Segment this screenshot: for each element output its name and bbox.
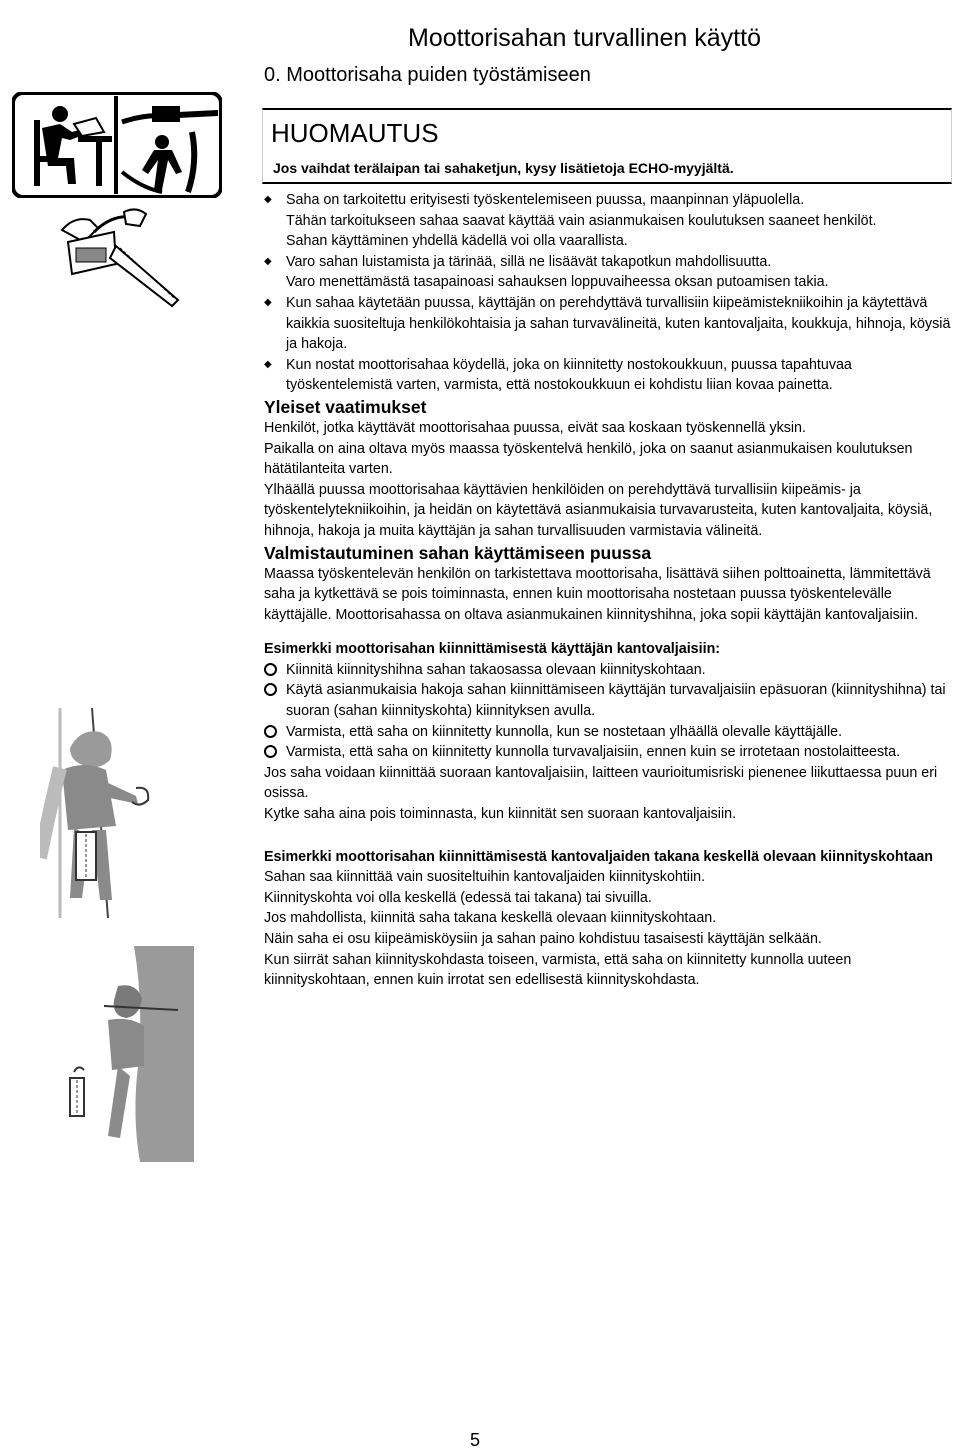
- circle-bullet-icon: [264, 745, 277, 758]
- section-title: 0. Moottorisaha puiden työstämiseen: [264, 64, 591, 86]
- paragraph: Maassa työskentelevän henkilön on tarkistettava moottorisaha, lisättävä siihen polttoainetta, lämmitettävä saha ja kytkettävä se pois toiminnasta, ennen kuin moottorisaha nostetaan puussa työskentelevälle käyttäjälle. Moottorisahassa on oltava asianmukainen kiinnityshihna, joka sopii käyttäjän kantovaljaisiin.: [264, 565, 931, 623]
- list-item-text: Kiinnitä kiinnityshihna sahan takaosassa olevaan kiinnityskohtaan.: [286, 661, 706, 678]
- paragraph: Ylhäällä puussa moottorisahaa käyttävien henkilöiden on perehdyttävä turvallisiin kiipeämis- ja työskentelytekniikoihin, ja heidän on käytettävä asianmukaisia turvavarusteita, kuten kantovaljaita, köysiä, hihnoja, hakoja ja muita käyttäjän ja sahan turvallisuuden varmistavia välineitä.: [264, 481, 933, 539]
- paragraph: Jos saha voidaan kiinnittää suoraan kantovaljaisiin, laitteen vaurioitumisriski pienenee liikuttaessa puun eri osissa.: [264, 764, 938, 802]
- section-heading: Yleiset vaatimukset: [264, 396, 427, 417]
- subsection-heading: Esimerkki moottorisahan kiinnittämisestä kantovaljaiden takana keskellä olevaan kiinnityskohtaan: [264, 848, 934, 865]
- paragraph: Paikalla on aina oltava myös maassa työskentelvä henkilö, joka on saanut asianmukaisen koulutuksen hätätilanteita varten.: [264, 440, 913, 478]
- list-item: [264, 722, 960, 743]
- bullet-item: [264, 293, 960, 355]
- paragraph: Jos mahdollista, kiinnitä saha takana keskellä olevaan kiinnityskohtaan.: [264, 910, 717, 927]
- bullet-line: Tähän tarkoitukseen sahaa saavat käyttää vain asianmukaisen koulutuksen saaneet henkilöt.: [286, 212, 877, 229]
- diamond-bullet-icon: ◆: [264, 358, 272, 370]
- bullet-item: [264, 355, 960, 396]
- tree-climber-illustration: [40, 708, 190, 918]
- diamond-bullet-icon: ◆: [264, 194, 272, 205]
- bullet-line: Varo menettämästä tasapainoasi sahauksen loppuvaiheessa oksan putoamisen takia.: [286, 274, 829, 291]
- list-item-text: Varmista, että saha on kiinnitetty kunnolla turvavaljaisiin, ennen kuin se irrotetaan nostolaitteesta.: [286, 744, 901, 761]
- diamond-bullet-icon: ◆: [264, 296, 272, 308]
- paragraph: Kytke saha aina pois toiminnasta, kun kiinnität sen suoraan kantovaljaisiin.: [264, 806, 737, 823]
- circle-bullet-icon: [264, 683, 277, 696]
- bullet-item: [264, 190, 960, 252]
- list-item-text: Varmista, että saha on kiinnitetty kunnolla, kun se nostetaan ylhäällä olevalle käyttäjälle.: [286, 723, 843, 740]
- circle-bullet-icon: [264, 725, 277, 738]
- circle-bullet-icon: [264, 663, 277, 676]
- paragraph: Kun siirrät sahan kiinnityskohdasta toiseen, varmista, että saha on kiinnitetty kunnolla uuteen kiinnityskohtaan, ennen kuin irrotat sen edellisestä kiinnityskohdasta.: [264, 951, 852, 989]
- section-heading: Valmistautuminen sahan käyttämiseen puussa: [264, 542, 652, 563]
- list-item: [264, 742, 960, 763]
- list-item: [264, 660, 960, 681]
- diamond-bullet-icon: ◆: [264, 255, 272, 267]
- paragraph: Kiinnityskohta voi olla keskellä (edessä tai takana) tai sivuilla.: [264, 889, 652, 906]
- one-hand-chainsaw-illustration: [54, 202, 184, 312]
- bullet-line: Sahan käyttäminen yhdellä kädellä voi olla vaarallista.: [286, 233, 628, 250]
- read-manual-pictogram-icon: [12, 92, 222, 198]
- bullet-line: Varo sahan luistamista ja tärinää, sillä ne lisäävät takapotkun mahdollisuutta.: [286, 253, 772, 270]
- bullet-item: [264, 252, 960, 293]
- notice-box: [262, 108, 952, 184]
- notice-text: Jos vaihdat terälaipan tai sahaketjun, kysy lisätietoja ECHO-myyjältä.: [273, 160, 734, 176]
- paragraph: Henkilöt, jotka käyttävät moottorisahaa puussa, eivät saa koskaan työskennellä yksin.: [264, 419, 806, 436]
- paragraph: Sahan saa kiinnittää vain suositeltuihin kantovaljaiden kiinnityskohtiin.: [264, 869, 706, 886]
- bullet-line: Kun nostat moottorisahaa köydellä, joka on kiinnitetty nostokoukkuun, puussa tapahtuvaa työskentelemistä varten, varmista, että nostokoukkuun ei kohdistu liian kovaa painetta.: [286, 356, 852, 394]
- subsection-heading: Esimerkki moottorisahan kiinnittämisestä käyttäjän kantovaljaisiin:: [264, 641, 721, 658]
- list-item: [264, 680, 960, 721]
- bullet-line: Kun sahaa käytetään puussa, käyttäjän on perehdyttävä turvallisiin kiipeämistekniikoihin ja käytettävä kaikkia suositeltuja henkilökohtaisia ja sahan turvavälineitä, kuten kantovaljaita, koukkuja, hihnoja, köysiä ja hakoja.: [286, 294, 951, 353]
- trunk-climber-illustration: [48, 946, 194, 1162]
- page-title: Moottorisahan turvallinen käyttö: [408, 24, 761, 52]
- notice-heading: HUOMAUTUS: [271, 118, 439, 148]
- paragraph: Näin saha ei osu kiipeämisköysiin ja sahan paino kohdistuu tasaisesti käyttäjän selkään.: [264, 931, 822, 947]
- bullet-line: Saha on tarkoitettu erityisesti työskentelemiseen puussa, maanpinnan yläpuolella.: [286, 192, 805, 208]
- list-item-text: Käytä asianmukaisia hakoja sahan kiinnittämiseen käyttäjän turvavaljaisiin epäsuoran (kiinnityshihna) tai suoran (sahan kiinnityskohta) kiinnityksen avulla.: [286, 682, 946, 720]
- main-content: [264, 190, 960, 991]
- page-number: 5: [470, 1430, 481, 1450]
